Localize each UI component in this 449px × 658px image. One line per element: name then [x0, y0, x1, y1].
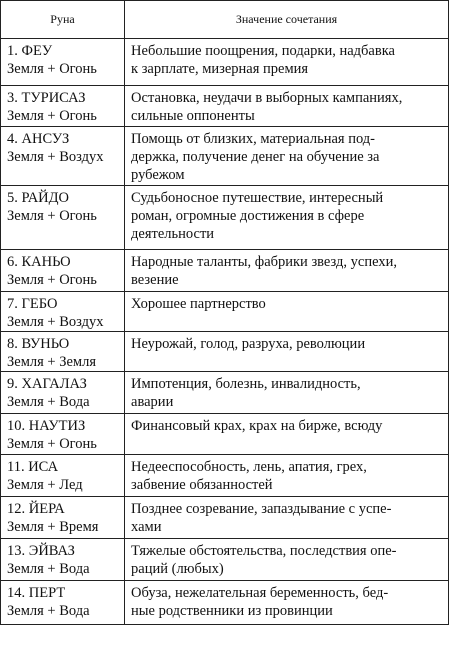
rune-elements: Земля + Лед — [7, 477, 83, 493]
rune-elements: Земля + Земля — [7, 354, 96, 370]
meaning-cell — [125, 372, 449, 414]
rune-name: 4. АНСУЗ — [7, 131, 70, 147]
rune-cell — [1, 186, 125, 250]
header-rune: Руна — [1, 1, 125, 39]
table-row — [1, 372, 449, 414]
rune-cell — [1, 332, 125, 372]
meaning-cell — [125, 581, 449, 625]
meaning-cell — [125, 414, 449, 455]
table-row — [1, 127, 449, 186]
meaning-line: забвение обязанностей — [131, 477, 273, 493]
meaning-line: к зарплате, мизерная премия — [131, 61, 309, 77]
table-row — [1, 39, 449, 86]
rune-elements: Земля + Огонь — [7, 208, 97, 224]
meaning-line: Обуза, нежелательная беременность, бед- — [131, 585, 389, 601]
meaning-line: ные родственники из провинции — [131, 603, 333, 619]
rune-elements: Земля + Огонь — [7, 272, 97, 288]
rune-elements: Земля + Огонь — [7, 436, 97, 452]
rune-name: 14. ПЕРТ — [7, 585, 66, 601]
rune-elements: Земля + Воздух — [7, 149, 104, 165]
rune-elements: Земля + Время — [7, 519, 99, 535]
meaning-line: Судьбоносное путешествие, интересный — [131, 190, 384, 206]
rune-elements: Земля + Вода — [7, 561, 90, 577]
meaning-line: Позднее созревание, запаздывание с успе- — [131, 501, 392, 517]
rune-cell — [1, 127, 125, 186]
meaning-line: сильные оппоненты — [131, 108, 255, 124]
meaning-cell — [125, 86, 449, 127]
meaning-cell — [125, 186, 449, 250]
table-row — [1, 414, 449, 455]
meaning-line: Небольшие поощрения, подарки, надбавка — [131, 43, 395, 59]
rune-cell — [1, 250, 125, 292]
rune-elements: Земля + Огонь — [7, 108, 97, 124]
rune-cell — [1, 581, 125, 625]
rune-elements: Земля + Огонь — [7, 61, 97, 77]
rune-elements: Земля + Вода — [7, 603, 90, 619]
meaning-line: держка, получение денег на обучение за — [131, 149, 380, 165]
meaning-line: раций (любых) — [131, 561, 224, 577]
meaning-cell — [125, 455, 449, 497]
meaning-cell — [125, 332, 449, 372]
meaning-line: Неурожай, голод, разруха, революции — [131, 336, 366, 352]
rune-cell — [1, 292, 125, 332]
rune-cell — [1, 372, 125, 414]
rune-name: 9. ХАГАЛАЗ — [7, 376, 87, 392]
meaning-cell — [125, 250, 449, 292]
table-row — [1, 332, 449, 372]
meaning-line: Народные таланты, фабрики звезд, успехи, — [131, 254, 397, 270]
meaning-line: Недееспособность, лень, апатия, грех, — [131, 459, 367, 475]
rune-elements: Земля + Воздух — [7, 314, 104, 330]
meaning-cell — [125, 292, 449, 332]
rune-name: 12. ЙЕРА — [7, 501, 65, 517]
meaning-cell — [125, 39, 449, 86]
meaning-cell — [125, 497, 449, 539]
table-row — [1, 186, 449, 250]
table-row — [1, 539, 449, 581]
meaning-line: Импотенция, болезнь, инвалидность, — [131, 376, 361, 392]
rune-name: 1. ФЕУ — [7, 43, 53, 59]
rune-name: 3. ТУРИСАЗ — [7, 90, 86, 106]
meaning-line: аварии — [131, 394, 174, 410]
table-header — [1, 1, 449, 39]
rune-name: 13. ЭЙВАЗ — [7, 543, 75, 559]
rune-cell — [1, 86, 125, 127]
meaning-line: Помощь от близких, материальная под- — [131, 131, 375, 147]
rune-name: 5. РАЙДО — [7, 190, 70, 206]
meaning-line: Тяжелые обстоятельства, последствия опе- — [131, 543, 397, 559]
header-meaning: Значение сочетания — [125, 1, 449, 39]
rune-cell — [1, 455, 125, 497]
meaning-line: деятельности — [131, 226, 215, 242]
meaning-cell — [125, 127, 449, 186]
table-row — [1, 497, 449, 539]
meaning-line: роман, огромные достижения в сфере — [131, 208, 365, 224]
meaning-line: Остановка, неудачи в выборных кампаниях, — [131, 90, 403, 106]
rune-elements: Земля + Вода — [7, 394, 90, 410]
meaning-cell — [125, 539, 449, 581]
rune-name: 11. ИСА — [7, 459, 59, 475]
table-body — [1, 39, 449, 625]
rune-name: 10. НАУТИЗ — [7, 418, 86, 434]
table-row — [1, 581, 449, 625]
header-row — [1, 1, 449, 39]
table-row — [1, 292, 449, 332]
meaning-line: рубежом — [131, 167, 185, 183]
table-row — [1, 455, 449, 497]
rune-name: 7. ГЕБО — [7, 296, 58, 312]
rune-name: 6. КАНЬО — [7, 254, 71, 270]
meaning-line: хами — [131, 519, 162, 535]
rune-cell — [1, 414, 125, 455]
rune-cell — [1, 39, 125, 86]
meaning-line: Хорошее партнерство — [131, 296, 266, 312]
rune-name: 8. ВУНЬО — [7, 336, 70, 352]
rune-cell — [1, 497, 125, 539]
rune-cell — [1, 539, 125, 581]
table-row — [1, 86, 449, 127]
table-row — [1, 250, 449, 292]
meaning-line: везение — [131, 272, 179, 288]
meaning-line: Финансовый крах, крах на бирже, всюду — [131, 418, 383, 434]
